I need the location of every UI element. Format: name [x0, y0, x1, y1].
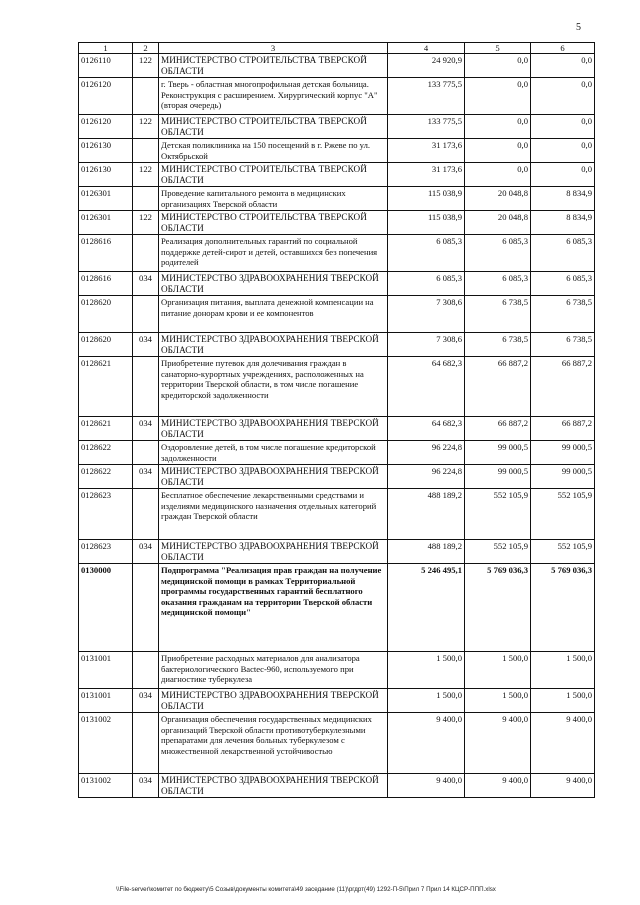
row-value-col6: 8 834,9	[531, 187, 595, 211]
row-code: 0126301	[79, 187, 133, 211]
header-cell: 6	[531, 43, 595, 54]
row-value-col5: 66 887,2	[465, 357, 531, 417]
row-code: 0128620	[79, 333, 133, 357]
row-code: 0128616	[79, 235, 133, 272]
row-value-col4: 115 038,9	[388, 211, 465, 235]
row-value-col6: 0,0	[531, 115, 595, 139]
row-name: МИНИСТЕРСТВО ЗДРАВООХРАНЕНИЯ ТВЕРСКОЙ ОБЛАСТИ	[159, 689, 388, 713]
table-row	[79, 540, 595, 564]
table-row	[79, 489, 595, 540]
table-row	[79, 235, 595, 272]
table-row	[79, 272, 595, 296]
row-value-col5: 6 738,5	[465, 296, 531, 333]
row-value-col4: 115 038,9	[388, 187, 465, 211]
row-value-col6: 1 500,0	[531, 689, 595, 713]
row-code: 0128623	[79, 489, 133, 540]
table-row	[79, 211, 595, 235]
row-value-col6: 0,0	[531, 78, 595, 115]
row-value-col6: 99 000,5	[531, 441, 595, 465]
row-dept-code	[133, 357, 159, 417]
row-code: 0131001	[79, 689, 133, 713]
row-dept-code: 034	[133, 540, 159, 564]
row-name: МИНИСТЕРСТВО ЗДРАВООХРАНЕНИЯ ТВЕРСКОЙ ОБЛАСТИ	[159, 540, 388, 564]
table-row	[79, 465, 595, 489]
row-code: 0131001	[79, 652, 133, 689]
row-dept-code: 034	[133, 689, 159, 713]
row-value-col5: 99 000,5	[465, 465, 531, 489]
row-dept-code	[133, 139, 159, 163]
row-dept-code	[133, 235, 159, 272]
row-name: МИНИСТЕРСТВО ЗДРАВООХРАНЕНИЯ ТВЕРСКОЙ ОБЛАСТИ	[159, 272, 388, 296]
row-dept-code: 122	[133, 54, 159, 78]
row-name: Реализация дополнительных гарантий по социальной поддержке детей-сирот и детей, оставшихся без попечения родителей	[159, 235, 388, 272]
row-dept-code	[133, 713, 159, 774]
table-row	[79, 774, 595, 798]
row-value-col5: 552 105,9	[465, 540, 531, 564]
row-value-col5: 1 500,0	[465, 652, 531, 689]
table-row	[79, 564, 595, 652]
row-dept-code	[133, 296, 159, 333]
row-dept-code	[133, 489, 159, 540]
row-value-col6: 552 105,9	[531, 540, 595, 564]
row-code: 0126120	[79, 78, 133, 115]
header-cell: 4	[388, 43, 465, 54]
row-name: Подпрограмма "Реализация прав граждан на получение медицинской помощи в рамках Территориальной программы государственных гарантий бесплатного оказания гражданам на территории Тверской области медицинской помощи"	[159, 564, 388, 652]
row-value-col4: 6 085,3	[388, 272, 465, 296]
row-value-col4: 9 400,0	[388, 774, 465, 798]
row-value-col5: 9 400,0	[465, 774, 531, 798]
row-name: Организация обеспечения государственных медицинских организаций Тверской области противотуберкулезными препаратами для лечения больных туберкулезом с множественной лекарственной устойчивостью	[159, 713, 388, 774]
page-number: 5	[576, 22, 581, 33]
table-row	[79, 417, 595, 441]
row-value-col5: 20 048,8	[465, 187, 531, 211]
table-row	[79, 652, 595, 689]
row-code: 0128616	[79, 272, 133, 296]
row-name: Оздоровление детей, в том числе погашение кредиторской задолженности	[159, 441, 388, 465]
row-code: 0131002	[79, 713, 133, 774]
budget-table	[78, 42, 595, 798]
row-name: Приобретение путевок для долечивания граждан в санаторно-курортных учреждениях, расположенных на территории Тверской области, в том числе погашение кредиторской задолженности	[159, 357, 388, 417]
row-value-col5: 0,0	[465, 115, 531, 139]
row-value-col5: 6 085,3	[465, 235, 531, 272]
table-row	[79, 163, 595, 187]
row-dept-code: 034	[133, 774, 159, 798]
table-row	[79, 357, 595, 417]
row-value-col5: 5 769 036,3	[465, 564, 531, 652]
row-dept-code: 034	[133, 465, 159, 489]
row-dept-code: 034	[133, 333, 159, 357]
header-cell: 1	[79, 43, 133, 54]
row-value-col6: 6 085,3	[531, 272, 595, 296]
row-value-col4: 7 308,6	[388, 333, 465, 357]
row-value-col5: 99 000,5	[465, 441, 531, 465]
row-value-col4: 31 173,6	[388, 139, 465, 163]
row-code: 0126110	[79, 54, 133, 78]
row-value-col6: 6 738,5	[531, 333, 595, 357]
row-value-col5: 6 085,3	[465, 272, 531, 296]
row-value-col4: 9 400,0	[388, 713, 465, 774]
row-code: 0128622	[79, 465, 133, 489]
row-value-col5: 0,0	[465, 163, 531, 187]
row-value-col4: 133 775,5	[388, 115, 465, 139]
row-dept-code	[133, 78, 159, 115]
row-value-col5: 0,0	[465, 54, 531, 78]
row-value-col6: 66 887,2	[531, 357, 595, 417]
table-row	[79, 689, 595, 713]
row-name: Детская поликлиника на 150 посещений в г. Ржеве по ул. Октябрьской	[159, 139, 388, 163]
row-code: 0128623	[79, 540, 133, 564]
row-value-col4: 6 085,3	[388, 235, 465, 272]
row-dept-code: 122	[133, 163, 159, 187]
row-value-col6: 0,0	[531, 54, 595, 78]
row-value-col4: 1 500,0	[388, 689, 465, 713]
row-value-col4: 7 308,6	[388, 296, 465, 333]
row-value-col4: 31 173,6	[388, 163, 465, 187]
row-name: Приобретение расходных материалов для анализатора бактериологического Bactec-960, используемого при диагностике туберкулеза	[159, 652, 388, 689]
row-value-col4: 1 500,0	[388, 652, 465, 689]
row-code: 0126130	[79, 139, 133, 163]
row-name: МИНИСТЕРСТВО СТРОИТЕЛЬСТВА ТВЕРСКОЙ ОБЛАСТИ	[159, 163, 388, 187]
file-path-footer: \\File-server\комитет по бюджету\5 Созыв\документы комитета\49 заседание (11)\ргдрт(49) 1292-П-5\Прил 7 Прил 14 КЦСР-ППП.xlsx	[116, 886, 496, 893]
header-cell: 3	[159, 43, 388, 54]
row-dept-code: 122	[133, 115, 159, 139]
row-value-col5: 1 500,0	[465, 689, 531, 713]
row-code: 0131002	[79, 774, 133, 798]
row-value-col5: 0,0	[465, 139, 531, 163]
row-value-col6: 66 887,2	[531, 417, 595, 441]
row-value-col4: 64 682,3	[388, 357, 465, 417]
row-value-col6: 5 769 036,3	[531, 564, 595, 652]
row-name: Проведение капитального ремонта в медицинских организациях Тверской области	[159, 187, 388, 211]
row-dept-code	[133, 187, 159, 211]
row-name: МИНИСТЕРСТВО ЗДРАВООХРАНЕНИЯ ТВЕРСКОЙ ОБЛАСТИ	[159, 417, 388, 441]
row-value-col5: 552 105,9	[465, 489, 531, 540]
row-dept-code	[133, 564, 159, 652]
table-row	[79, 139, 595, 163]
row-name: МИНИСТЕРСТВО СТРОИТЕЛЬСТВА ТВЕРСКОЙ ОБЛАСТИ	[159, 115, 388, 139]
row-name: МИНИСТЕРСТВО ЗДРАВООХРАНЕНИЯ ТВЕРСКОЙ ОБЛАСТИ	[159, 465, 388, 489]
row-value-col6: 552 105,9	[531, 489, 595, 540]
row-name: Бесплатное обеспечение лекарственными средствами и изделиями медицинского назначения отдельных категорий граждан Тверской области	[159, 489, 388, 540]
row-value-col6: 1 500,0	[531, 652, 595, 689]
row-dept-code: 034	[133, 272, 159, 296]
table-row	[79, 296, 595, 333]
row-dept-code	[133, 652, 159, 689]
row-value-col5: 6 738,5	[465, 333, 531, 357]
row-value-col6: 0,0	[531, 139, 595, 163]
table-row	[79, 441, 595, 465]
row-name: МИНИСТЕРСТВО СТРОИТЕЛЬСТВА ТВЕРСКОЙ ОБЛАСТИ	[159, 54, 388, 78]
row-value-col5: 20 048,8	[465, 211, 531, 235]
row-dept-code: 034	[133, 417, 159, 441]
row-value-col4: 488 189,2	[388, 540, 465, 564]
row-value-col5: 9 400,0	[465, 713, 531, 774]
row-value-col6: 0,0	[531, 163, 595, 187]
table-row	[79, 115, 595, 139]
table-row	[79, 713, 595, 774]
row-value-col5: 66 887,2	[465, 417, 531, 441]
table-row	[79, 54, 595, 78]
row-name: МИНИСТЕРСТВО СТРОИТЕЛЬСТВА ТВЕРСКОЙ ОБЛАСТИ	[159, 211, 388, 235]
header-cell: 2	[133, 43, 159, 54]
row-value-col4: 96 224,8	[388, 441, 465, 465]
row-name: Организация питания, выплата денежной компенсации на питание донорам крови и ее компонентов	[159, 296, 388, 333]
row-value-col6: 9 400,0	[531, 713, 595, 774]
table-row	[79, 333, 595, 357]
row-value-col6: 8 834,9	[531, 211, 595, 235]
table-row	[79, 187, 595, 211]
row-code: 0128622	[79, 441, 133, 465]
row-value-col6: 99 000,5	[531, 465, 595, 489]
row-value-col4: 64 682,3	[388, 417, 465, 441]
row-dept-code	[133, 441, 159, 465]
row-value-col4: 24 920,9	[388, 54, 465, 78]
row-name: МИНИСТЕРСТВО ЗДРАВООХРАНЕНИЯ ТВЕРСКОЙ ОБЛАСТИ	[159, 333, 388, 357]
row-value-col4: 133 775,5	[388, 78, 465, 115]
row-name: г. Тверь - областная многопрофильная детская больница. Реконструкция с расширением. Хирургический корпус "А" (вторая очередь)	[159, 78, 388, 115]
row-code: 0126130	[79, 163, 133, 187]
row-value-col4: 488 189,2	[388, 489, 465, 540]
row-code: 0126301	[79, 211, 133, 235]
row-code: 0128621	[79, 357, 133, 417]
row-value-col5: 0,0	[465, 78, 531, 115]
row-name: МИНИСТЕРСТВО ЗДРАВООХРАНЕНИЯ ТВЕРСКОЙ ОБЛАСТИ	[159, 774, 388, 798]
row-value-col6: 6 085,3	[531, 235, 595, 272]
row-code: 0126120	[79, 115, 133, 139]
row-value-col6: 9 400,0	[531, 774, 595, 798]
row-value-col4: 5 246 495,1	[388, 564, 465, 652]
row-value-col6: 6 738,5	[531, 296, 595, 333]
row-code: 0128621	[79, 417, 133, 441]
row-code: 0128620	[79, 296, 133, 333]
row-code: 0130000	[79, 564, 133, 652]
table-header-row	[79, 43, 595, 54]
row-dept-code: 122	[133, 211, 159, 235]
row-value-col4: 96 224,8	[388, 465, 465, 489]
header-cell: 5	[465, 43, 531, 54]
table-row	[79, 78, 595, 115]
